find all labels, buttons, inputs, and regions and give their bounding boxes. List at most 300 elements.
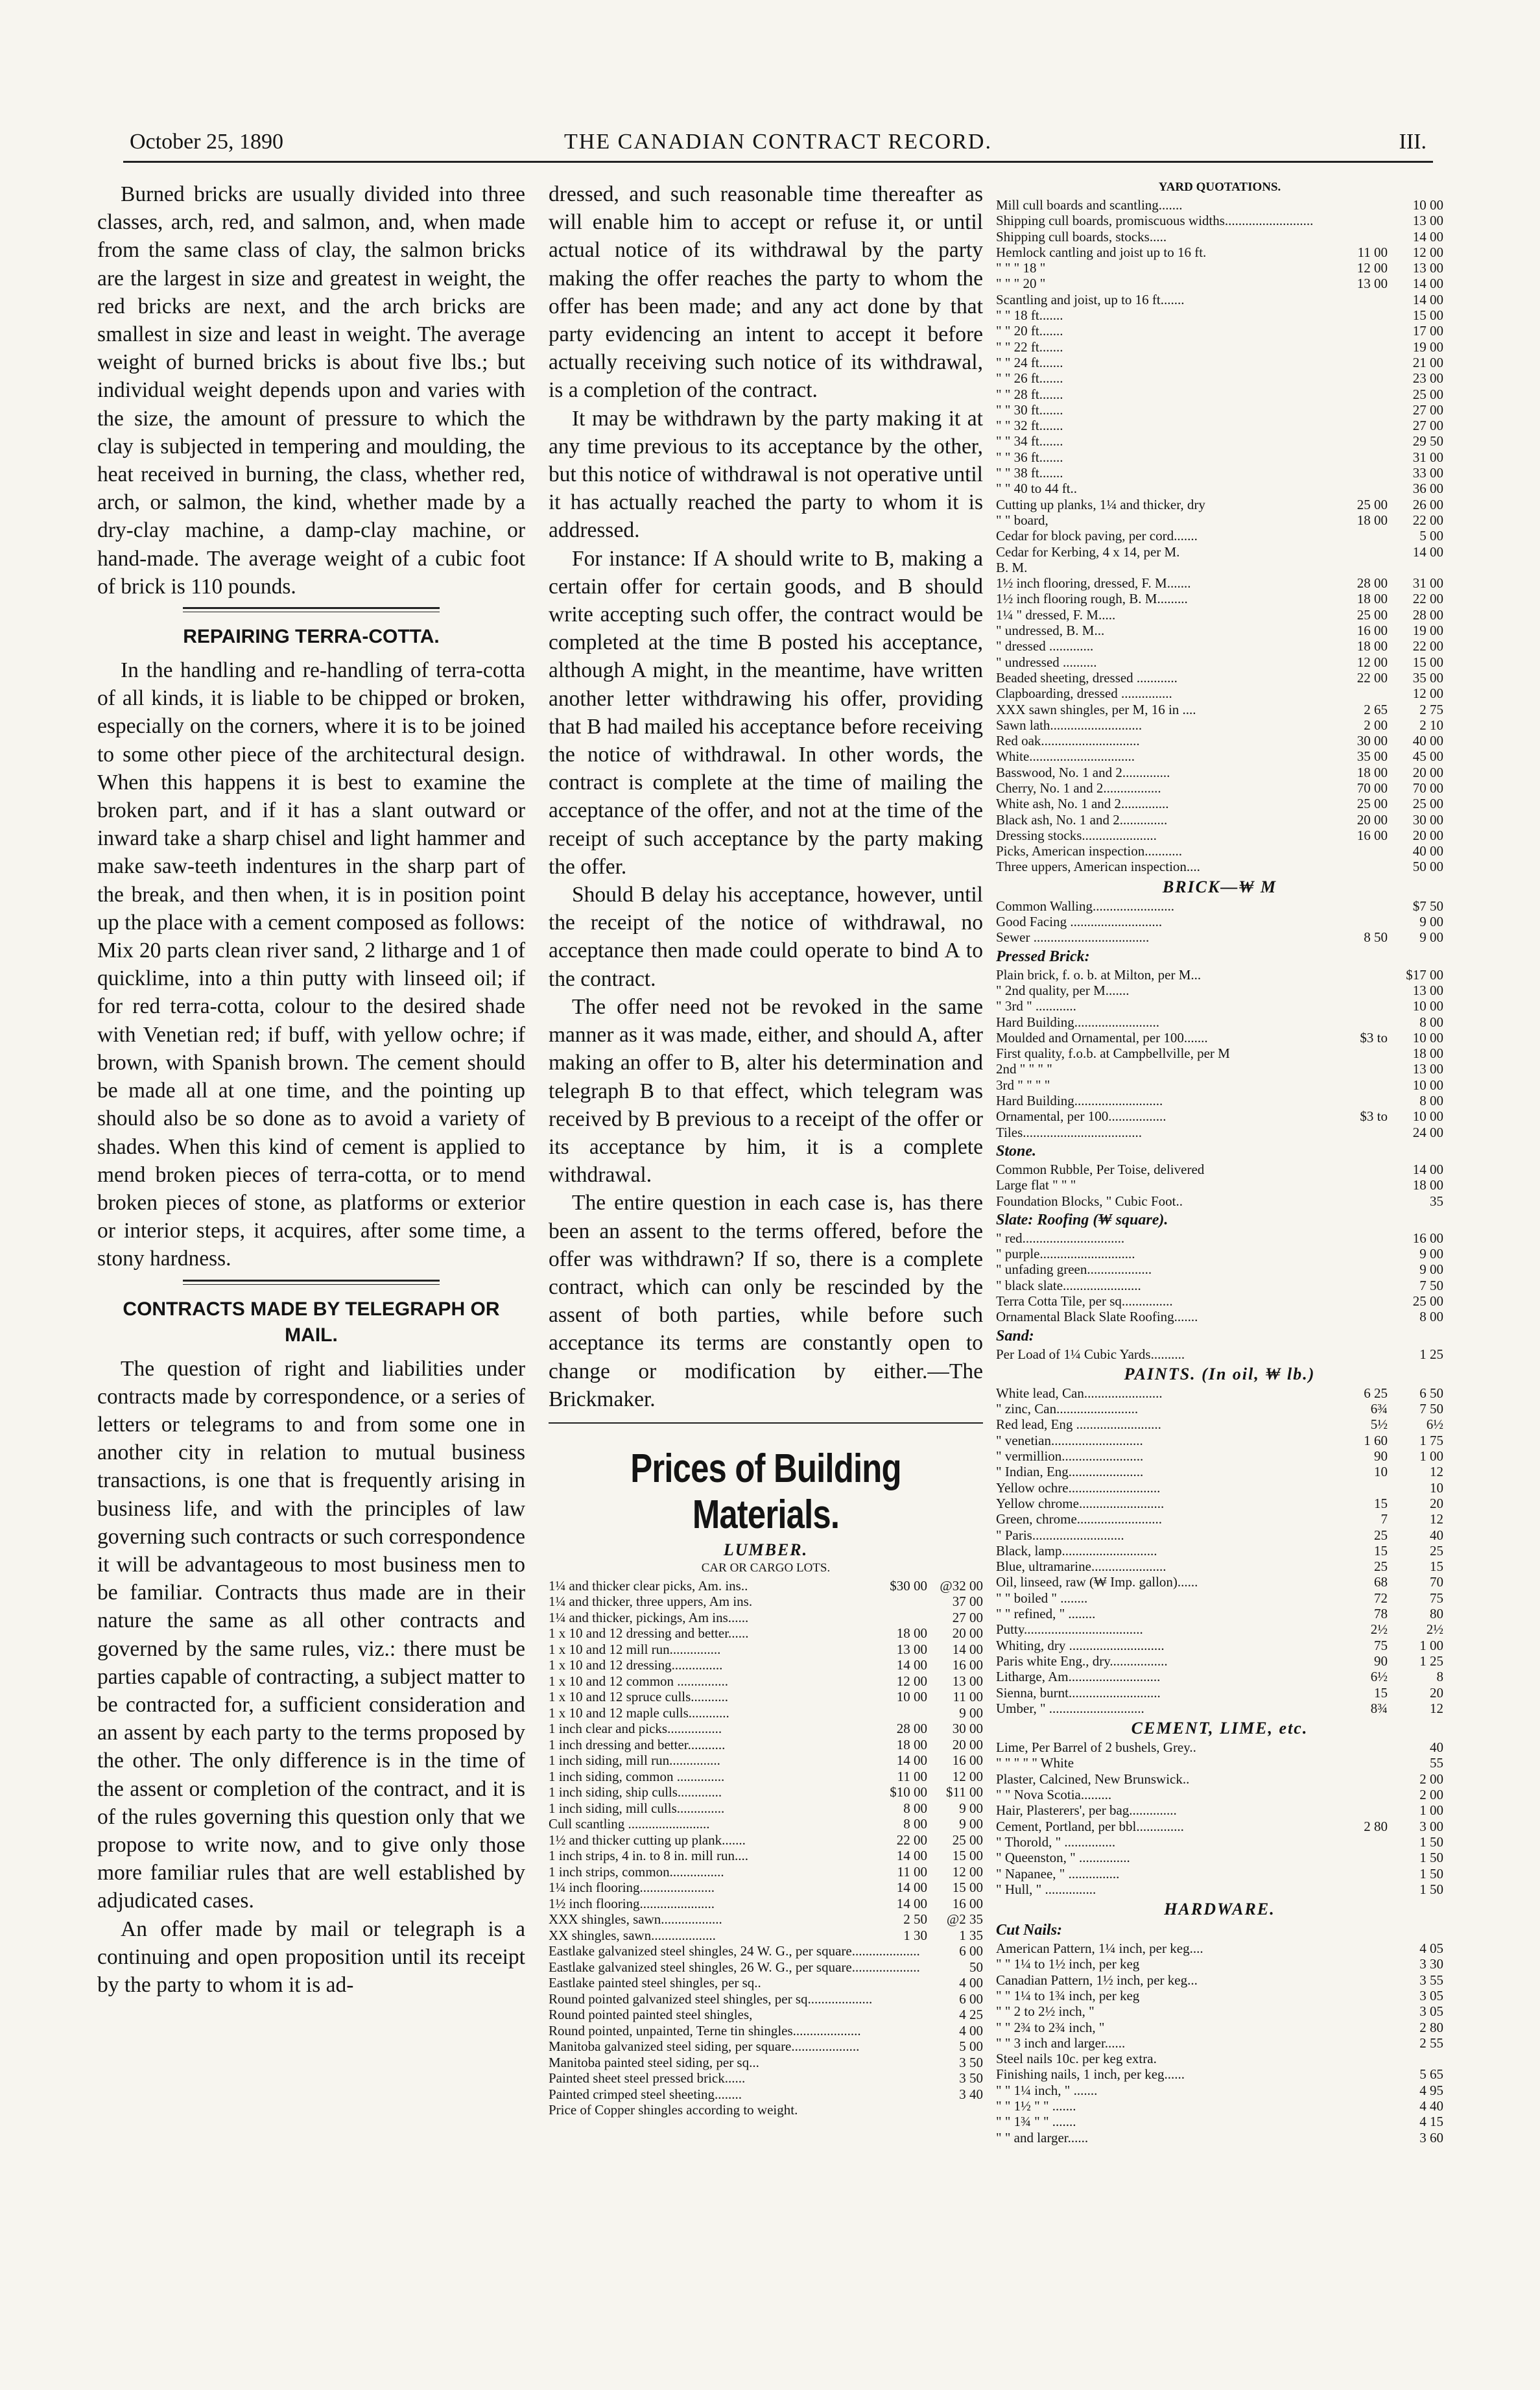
price-row: [996, 307, 1443, 323]
price-value: 12 00: [896, 1673, 927, 1689]
price-item: 1¼ and thicker, pickings, Am ins......: [549, 1609, 749, 1625]
price-value: [1332, 355, 1388, 370]
contracts-paragraph-1: The question of right and liabilities under contracts made by correspondence, or a series of letters or telegrams to and from some one in another city in relation to mutual business transactions, is one that is frequently arising in business life, and with the principles of law governing such contracts or such correspondence it will be advantageous to most business men to be familiar. Contracts thus made are in their nature the same as all other contracts and governed by the same rules, viz.: there must be parties capable of contracting, a subject matter to be contracted for, a sufficient consideration and an assent by each party to the terms proposed by the other. The only difference is in the time of the assent or completion of the contract, and it is of the rules governing this question only that we propose to write now, and to give only those more familiar rules that are well established by adjudicated cases.: [97, 1356, 525, 1913]
price-value: 15: [1374, 1495, 1388, 1511]
price-value: [871, 2070, 927, 2086]
price-value: [1332, 1787, 1388, 1802]
price-value: 5½: [1370, 1416, 1388, 1433]
price-value: [1332, 2020, 1388, 2035]
price-value: 20 00: [952, 1625, 983, 1642]
price-value: [1332, 983, 1388, 998]
price-value: 50 00: [1412, 859, 1443, 875]
price-value: [1332, 1077, 1388, 1093]
price-value: [1332, 1739, 1388, 1755]
price-item: Large flat " " ": [996, 1177, 1076, 1193]
price-row: [996, 983, 1443, 998]
price-row: [996, 276, 1443, 291]
price-item: 1¼ and thicker clear picks, Am. ins..: [549, 1577, 748, 1594]
price-value: [871, 1705, 927, 1721]
price-value: 12 00: [1412, 244, 1443, 260]
price-row: [996, 929, 1443, 945]
price-row: [996, 796, 1443, 811]
price-item: " " 38 ft.......: [996, 465, 1063, 481]
price-value: 3 30: [1419, 1956, 1443, 1972]
price-item: Shipping cull boards, stocks.....: [996, 228, 1167, 245]
price-item: " purple............................: [996, 1246, 1135, 1262]
price-item: " undressed, B. M...: [996, 623, 1105, 639]
price-item: " " and larger......: [996, 2129, 1089, 2145]
price-item: Green, chrome.........................: [996, 1511, 1163, 1527]
price-row: [549, 1832, 983, 1848]
contracts-paragraph-5: For instance: If A should write to B, making a certain offer for certain goods, and B should write accepting such offer, the contract would be completed at the time B posted his acceptance, although A might, in the meantime, have written another letter withdrawing his offer, providing that B had mailed his acceptance before receiving the notice of withdrawal. In other words, the contract is complete at the time of mailing the acceptance of the offer, and not at the time of the receipt of such acceptance by the party making the offer.: [549, 546, 983, 879]
price-value: 9 00: [1419, 1261, 1443, 1278]
price-value: 20: [1430, 1495, 1443, 1511]
price-value: 12 00: [1356, 654, 1388, 670]
price-row: [996, 1108, 1443, 1124]
price-value: 16 00: [952, 1657, 983, 1673]
price-value: 3 50: [959, 2070, 983, 2086]
price-row: [996, 387, 1443, 402]
contracts-paragraph-8: The entire question in each case is, has there been an assent to the terms offered, before the offer was withdrawn? If so, there is a complete contract, which can only be rescinded by the assent of both parties, while before such acceptance its terms are constantly open to change or modification by either.—The Brickmaker.: [549, 1191, 983, 1411]
price-value: 11 00: [953, 1689, 983, 1705]
price-item: Oil, linseed, raw (₩ Imp. gallon)......: [996, 1574, 1198, 1590]
price-item: " " 28 ft.......: [996, 386, 1063, 402]
price-row: [996, 1309, 1443, 1324]
price-value: [871, 1594, 927, 1610]
price-value: [1332, 560, 1388, 575]
price-value: 2 80: [1364, 1818, 1388, 1834]
contracts-paragraph-3: dressed, and such reasonable time thereafter as will enable him to accept or refuse it, or until actual notice of its withdrawal by the party making the offer reaches the party to whom the offer has been made; and any act done by that party evidencing an intent to accept it before actually receiving such notice of its withdrawal, is a completion of the contract.: [549, 182, 983, 403]
price-row: [549, 1752, 983, 1769]
price-value: [1332, 292, 1388, 307]
price-item: Cedar for block paving, per cord.......: [996, 528, 1198, 544]
price-row: [996, 686, 1443, 701]
price-value: $7 50: [1412, 898, 1443, 914]
price-item: " black slate.......................: [996, 1277, 1141, 1293]
price-row: [996, 1543, 1443, 1559]
price-item: Eastlake galvanized steel shingles, 24 W. G., per square....................: [549, 1943, 920, 1959]
price-item: Picks, American inspection...........: [996, 843, 1182, 859]
brick-price-table: [996, 898, 1443, 946]
price-value: 33 00: [1412, 465, 1443, 481]
price-value: 6 25: [1364, 1385, 1388, 1401]
price-value: [1332, 2035, 1388, 2051]
price-value: 30 00: [1412, 811, 1443, 828]
price-row: [549, 1594, 983, 1610]
price-row: [996, 1972, 1443, 1988]
price-value: 8 00: [1419, 1093, 1443, 1109]
price-row: [996, 2020, 1443, 2035]
price-value: [1332, 1802, 1388, 1818]
price-item: Ornamental, per 100.................: [996, 1108, 1167, 1125]
price-item: 1 x 10 and 12 dressing...............: [549, 1657, 723, 1673]
price-value: 16 00: [952, 1752, 983, 1769]
price-row: [996, 2114, 1443, 2129]
price-value: 18 00: [1412, 1177, 1443, 1193]
price-value: [1332, 1261, 1388, 1277]
price-row: [996, 717, 1443, 733]
price-value: 1 50: [1419, 1850, 1443, 1866]
price-row: [549, 1959, 983, 1976]
price-value: 40 00: [1412, 733, 1443, 749]
price-row: [996, 197, 1443, 213]
price-value: 1 75: [1419, 1432, 1443, 1448]
price-value: 10: [1430, 1479, 1443, 1496]
price-value: [1388, 2051, 1443, 2066]
price-item: " Indian, Eng......................: [996, 1464, 1144, 1480]
price-value: 13 00: [1412, 260, 1443, 276]
price-value: 4 05: [1419, 1941, 1443, 1957]
price-value: 8 00: [903, 1800, 927, 1816]
price-item: " " 36 ft.......: [996, 449, 1063, 465]
price-value: [1332, 1941, 1388, 1956]
price-value: [1332, 307, 1388, 323]
prices-title: Prices of Building Materials.: [630, 1446, 901, 1537]
price-row: [996, 2003, 1443, 2019]
price-item: B. M.: [996, 559, 1028, 575]
price-value: [1332, 1046, 1388, 1061]
price-value: 14 00: [896, 1848, 927, 1864]
price-item: " " 40 to 44 ft..: [996, 481, 1078, 497]
price-value: 14 00: [1412, 544, 1443, 560]
price-row: [996, 560, 1443, 575]
price-item: " " 30 ft.......: [996, 401, 1063, 418]
section-divider: [183, 1280, 440, 1285]
price-row: [996, 1177, 1443, 1193]
price-value: 6½: [1370, 1669, 1388, 1685]
price-row: [996, 1559, 1443, 1574]
price-value: 20 00: [1356, 811, 1388, 828]
price-row: [996, 623, 1443, 638]
price-value: 25 00: [1356, 796, 1388, 812]
price-item: Blue, ultramarine......................: [996, 1559, 1167, 1575]
price-value: 40 00: [1412, 843, 1443, 859]
price-item: " " 34 ft.......: [996, 433, 1063, 449]
price-value: [1332, 465, 1388, 481]
price-value: 27 00: [1412, 401, 1443, 418]
price-value: 4 00: [959, 1975, 983, 1991]
price-value: 68: [1374, 1574, 1388, 1590]
price-row: [996, 859, 1443, 874]
price-item: " Queenston, " ...............: [996, 1850, 1130, 1866]
price-item: " " refined, " ........: [996, 1606, 1096, 1622]
cut-nails-table: [996, 1941, 1443, 2145]
price-value: [1332, 2098, 1388, 2114]
price-item: 1¼ and thicker, three uppers, Am ins.: [549, 1594, 753, 1610]
price-value: 28 00: [1356, 575, 1388, 592]
price-value: [1332, 1309, 1388, 1324]
price-row: [996, 213, 1443, 228]
price-value: 12 00: [952, 1863, 983, 1880]
price-item: " " boiled " ........: [996, 1590, 1088, 1606]
price-value: 35 00: [1412, 669, 1443, 686]
price-value: 25: [1430, 1542, 1443, 1559]
price-value: 25 00: [952, 1832, 983, 1848]
price-row: [996, 1293, 1443, 1309]
price-value: 2 55: [1419, 2035, 1443, 2051]
price-value: 16 00: [952, 1895, 983, 1911]
price-row: [549, 1673, 983, 1690]
price-row: [996, 1988, 1443, 2003]
price-value: 31 00: [1412, 449, 1443, 465]
price-row: [549, 1943, 983, 1959]
price-value: 1 00: [1419, 1448, 1443, 1464]
price-value: 40: [1430, 1739, 1443, 1756]
price-value: [1332, 213, 1388, 228]
price-value: 15 00: [952, 1880, 983, 1896]
price-value: [1332, 1093, 1388, 1108]
price-item: 1 x 10 and 12 spruce culls...........: [549, 1689, 729, 1705]
publication-title: THE CANADIAN CONTRACT RECORD.: [564, 130, 992, 154]
price-item: 1 x 10 and 12 mill run...............: [549, 1641, 721, 1657]
price-value: 75: [1430, 1590, 1443, 1606]
price-item: 1 inch strips, 4 in. to 8 in. mill run....: [549, 1848, 748, 1864]
price-value: 18 00: [1356, 591, 1388, 607]
price-item: 1½ inch flooring rough, B. M.........: [996, 591, 1188, 607]
price-value: 35 00: [1356, 748, 1388, 765]
price-value: 12 00: [1412, 686, 1443, 702]
price-item: Plaster, Calcined, New Brunswick..: [996, 1771, 1190, 1787]
price-row: [996, 1590, 1443, 1606]
price-item: Manitoba painted steel siding, per sq...: [549, 2054, 759, 2070]
price-value: [1332, 402, 1388, 418]
price-value: 10 00: [1412, 998, 1443, 1014]
price-value: 12: [1430, 1464, 1443, 1480]
price-value: 16 00: [1412, 1230, 1443, 1246]
section-divider: [183, 607, 440, 612]
price-item: White...............................: [996, 748, 1135, 765]
price-item: Yellow ochre...........................: [996, 1479, 1161, 1496]
price-value: [1332, 1972, 1388, 1988]
price-row: [996, 1882, 1443, 1897]
price-value: 30 00: [1356, 733, 1388, 749]
price-row: [996, 1574, 1443, 1590]
price-value: [1332, 433, 1388, 449]
price-item: White ash, No. 1 and 2..............: [996, 796, 1169, 812]
price-row: [996, 998, 1443, 1014]
price-value: [871, 1975, 927, 1991]
price-value: [1332, 339, 1388, 355]
price-item: Shipping cull boards, promiscuous widths..........................: [996, 213, 1314, 229]
contracts-paragraph-7: The offer need not be revoked in the same manner as it was made, either, and should A, after making an offer to B, alter his determination and telegraph B to that effect, which telegram was received by B previous to a receipt of the offer or its acceptance by him, it is a complete withdrawal.: [549, 994, 983, 1188]
price-item: Umber, " ............................: [996, 1700, 1144, 1716]
price-value: 5 65: [1419, 2066, 1443, 2083]
price-item: Scantling and joist, up to 16 ft.......: [996, 291, 1185, 307]
price-item: 1½ inch flooring, dressed, F. M.......: [996, 575, 1191, 592]
price-row: [996, 339, 1443, 355]
price-value: 18 00: [1356, 764, 1388, 780]
price-value: 9 00: [1419, 929, 1443, 946]
price-row: [996, 481, 1443, 496]
price-item: " " 24 ft.......: [996, 354, 1063, 370]
price-row: [996, 1819, 1443, 1834]
price-row: [996, 245, 1443, 260]
price-row: [996, 402, 1443, 418]
price-value: 14 00: [952, 1641, 983, 1657]
price-row: [549, 2086, 983, 2103]
price-row: [996, 544, 1443, 560]
price-value: 14 00: [896, 1895, 927, 1911]
price-value: 7 50: [1419, 1401, 1443, 1417]
slate-price-table: [996, 1230, 1443, 1325]
price-row: [996, 1685, 1443, 1701]
price-item: " " 2¾ to 2¾ inch, ": [996, 2019, 1105, 2035]
price-value: 13 00: [1412, 213, 1443, 229]
price-value: 12: [1430, 1700, 1443, 1716]
price-row: [996, 418, 1443, 433]
price-value: [1332, 449, 1388, 465]
price-value: 2 75: [1419, 701, 1443, 717]
price-value: 25: [1374, 1559, 1388, 1575]
price-value: 23 00: [1412, 370, 1443, 387]
price-value: 15 00: [1412, 654, 1443, 670]
price-row: [996, 1401, 1443, 1416]
price-value: 70: [1430, 1574, 1443, 1590]
price-item: 1 inch strips, common................: [549, 1863, 724, 1880]
price-value: 11 00: [897, 1863, 927, 1880]
price-value: 80: [1430, 1606, 1443, 1622]
price-value: 7: [1380, 1511, 1388, 1527]
price-value: [1332, 686, 1388, 701]
price-row: [996, 2051, 1443, 2066]
price-item: " unfading green...................: [996, 1261, 1152, 1278]
price-value: 18 00: [1356, 638, 1388, 654]
price-value: @32 00: [940, 1577, 983, 1594]
price-item: " " 1¼ to 1½ inch, per keg: [996, 1956, 1140, 1972]
price-value: 20 00: [1412, 827, 1443, 843]
price-value: 25 00: [1356, 496, 1388, 512]
price-row: [996, 843, 1443, 859]
price-value: 16 00: [1356, 827, 1388, 843]
price-row: [996, 292, 1443, 307]
price-value: 55: [1430, 1755, 1443, 1771]
paints-title: PAINTS. (In oil, ₩ lb.): [1124, 1364, 1316, 1383]
issue-date: October 25, 1890: [130, 130, 284, 154]
price-value: [871, 1610, 927, 1626]
price-value: 16 00: [1356, 623, 1388, 639]
price-value: 3 40: [959, 2086, 983, 2102]
price-value: 1 25: [1419, 1346, 1443, 1362]
price-item: Red lead, Eng .........................: [996, 1416, 1161, 1433]
price-item: 1½ and thicker cutting up plank.......: [549, 1832, 746, 1848]
price-row: [996, 1834, 1443, 1850]
price-value: [1332, 1480, 1388, 1496]
price-row: [996, 1448, 1443, 1464]
price-row: [996, 1527, 1443, 1543]
price-row: [549, 1864, 983, 1880]
price-value: 90: [1374, 1448, 1388, 1464]
price-item: Lime, Per Barrel of 2 bushels, Grey..: [996, 1739, 1196, 1756]
price-item: " Napanee, " ...............: [996, 1865, 1120, 1882]
price-value: [1332, 370, 1388, 386]
price-row: [549, 1816, 983, 1832]
price-item: Eastlake painted steel shingles, per sq..: [549, 1975, 761, 1991]
price-value: $10 00: [890, 1784, 927, 1800]
price-item: Painted crimped steel sheeting........: [549, 2086, 742, 2102]
price-item: Per Load of 1¼ Cubic Yards..........: [996, 1346, 1185, 1362]
price-value: 8 00: [1419, 1309, 1443, 1325]
price-row: [996, 323, 1443, 339]
price-value: [872, 1991, 927, 2007]
price-value: $17 00: [1406, 966, 1443, 983]
price-row: [996, 780, 1443, 796]
price-row: [996, 1669, 1443, 1684]
pressed-brick-title: Pressed Brick:: [996, 948, 1090, 965]
slate-title: Slate: Roofing (₩ square).: [996, 1211, 1168, 1228]
pressed-brick-table: [996, 967, 1443, 1140]
price-row: [549, 2102, 983, 2118]
stone-price-table: [996, 1162, 1443, 1209]
price-value: [1332, 323, 1388, 339]
lumber-title: LUMBER.: [723, 1540, 809, 1559]
price-item: Sewer ..................................: [996, 929, 1150, 946]
price-value: 8 50: [1364, 929, 1388, 946]
price-row: [996, 1606, 1443, 1621]
price-value: 5 00: [959, 2038, 983, 2055]
price-value: $3 to: [1360, 1029, 1388, 1046]
price-value: 12 00: [952, 1768, 983, 1784]
price-item: 1¼ inch flooring......................: [549, 1880, 715, 1896]
price-item: " " 22 ft.......: [996, 339, 1063, 355]
price-row: [996, 765, 1443, 780]
price-item: Painted sheet steel pressed brick......: [549, 2070, 746, 2086]
price-value: $3 to: [1360, 1108, 1388, 1125]
price-value: 6 50: [1419, 1385, 1443, 1401]
column-3: [996, 180, 1443, 2366]
price-item: " Hull, " ...............: [996, 1881, 1096, 1897]
price-value: 14 00: [1412, 228, 1443, 245]
price-row: [996, 914, 1443, 929]
price-value: 22 00: [1412, 638, 1443, 654]
hardware-title: HARDWARE.: [1164, 1900, 1275, 1919]
price-row: [549, 2055, 983, 2071]
price-value: 28 00: [896, 1721, 927, 1737]
price-row: [996, 1866, 1443, 1882]
price-value: [1332, 1177, 1388, 1193]
terra-cotta-paragraph: In the handling and re-handling of terra-cotta of all kinds, it is liable to be chipped or broken, especially on the corners, where it is to be joined to some other piece of the architectural design. When this happens it is best to examine the broken part, and if it has a slant outward or inward take a sharp chisel and light hammer and make saw-teeth indentures in the sharp part of the break, and then when, it is in position point up the place with a cement composed as follows: Mix 20 parts clean river sand, 2 litharge and 1 of quicklime, into a thin putty with linseed oil; if for red terra-cotta, colour to the desired shade with Venetian red; if buff, with yellow ochre; if brown, with Spanish brown. The cement should be made all at one time, and the pointing up should also be so done as to avoid a variety of shades. When this kind of cement is applied to mend broken pieces of terra-cotta, or to mend broken pieces of stone, as platforms or exterior or interior steps, it acquires, after some time, a stony hardness.: [97, 658, 525, 1271]
price-value: 2 00: [1419, 1787, 1443, 1803]
price-value: 10 00: [1412, 1029, 1443, 1046]
price-item: Round pointed galvanized steel shingles, per sq...................: [549, 1990, 873, 2007]
price-value: 15: [1430, 1559, 1443, 1575]
price-value: $11 00: [946, 1784, 983, 1800]
price-value: 4 00: [959, 2022, 983, 2038]
price-value: [1332, 544, 1388, 560]
price-value: 2 00: [1419, 1771, 1443, 1787]
price-row: [549, 1896, 983, 1912]
price-value: 4 40: [1419, 2098, 1443, 2114]
price-item: " " 3 inch and larger......: [996, 2035, 1126, 2051]
price-row: [996, 1230, 1443, 1246]
price-item: Mill cull boards and scantling.......: [996, 197, 1183, 213]
price-row: [549, 1928, 983, 1944]
price-value: 27 00: [1412, 418, 1443, 434]
price-value: 18 00: [1412, 1046, 1443, 1062]
price-item: Price of Copper shingles according to weight.: [549, 2102, 798, 2118]
price-value: [920, 1943, 952, 1959]
price-value: 14 00: [1412, 1161, 1443, 1177]
price-value: [1332, 229, 1388, 245]
price-item: 1¼ " dressed, F. M.....: [996, 606, 1116, 623]
price-value: 14 00: [896, 1657, 927, 1673]
price-value: [1332, 1125, 1388, 1140]
cement-title: CEMENT, LIME, etc.: [1131, 1719, 1309, 1738]
price-value: 8 00: [903, 1816, 927, 1832]
price-item: XX shingles, sawn...................: [549, 1927, 716, 1943]
price-row: [996, 370, 1443, 386]
price-row: [996, 260, 1443, 276]
price-value: [1332, 1293, 1388, 1309]
